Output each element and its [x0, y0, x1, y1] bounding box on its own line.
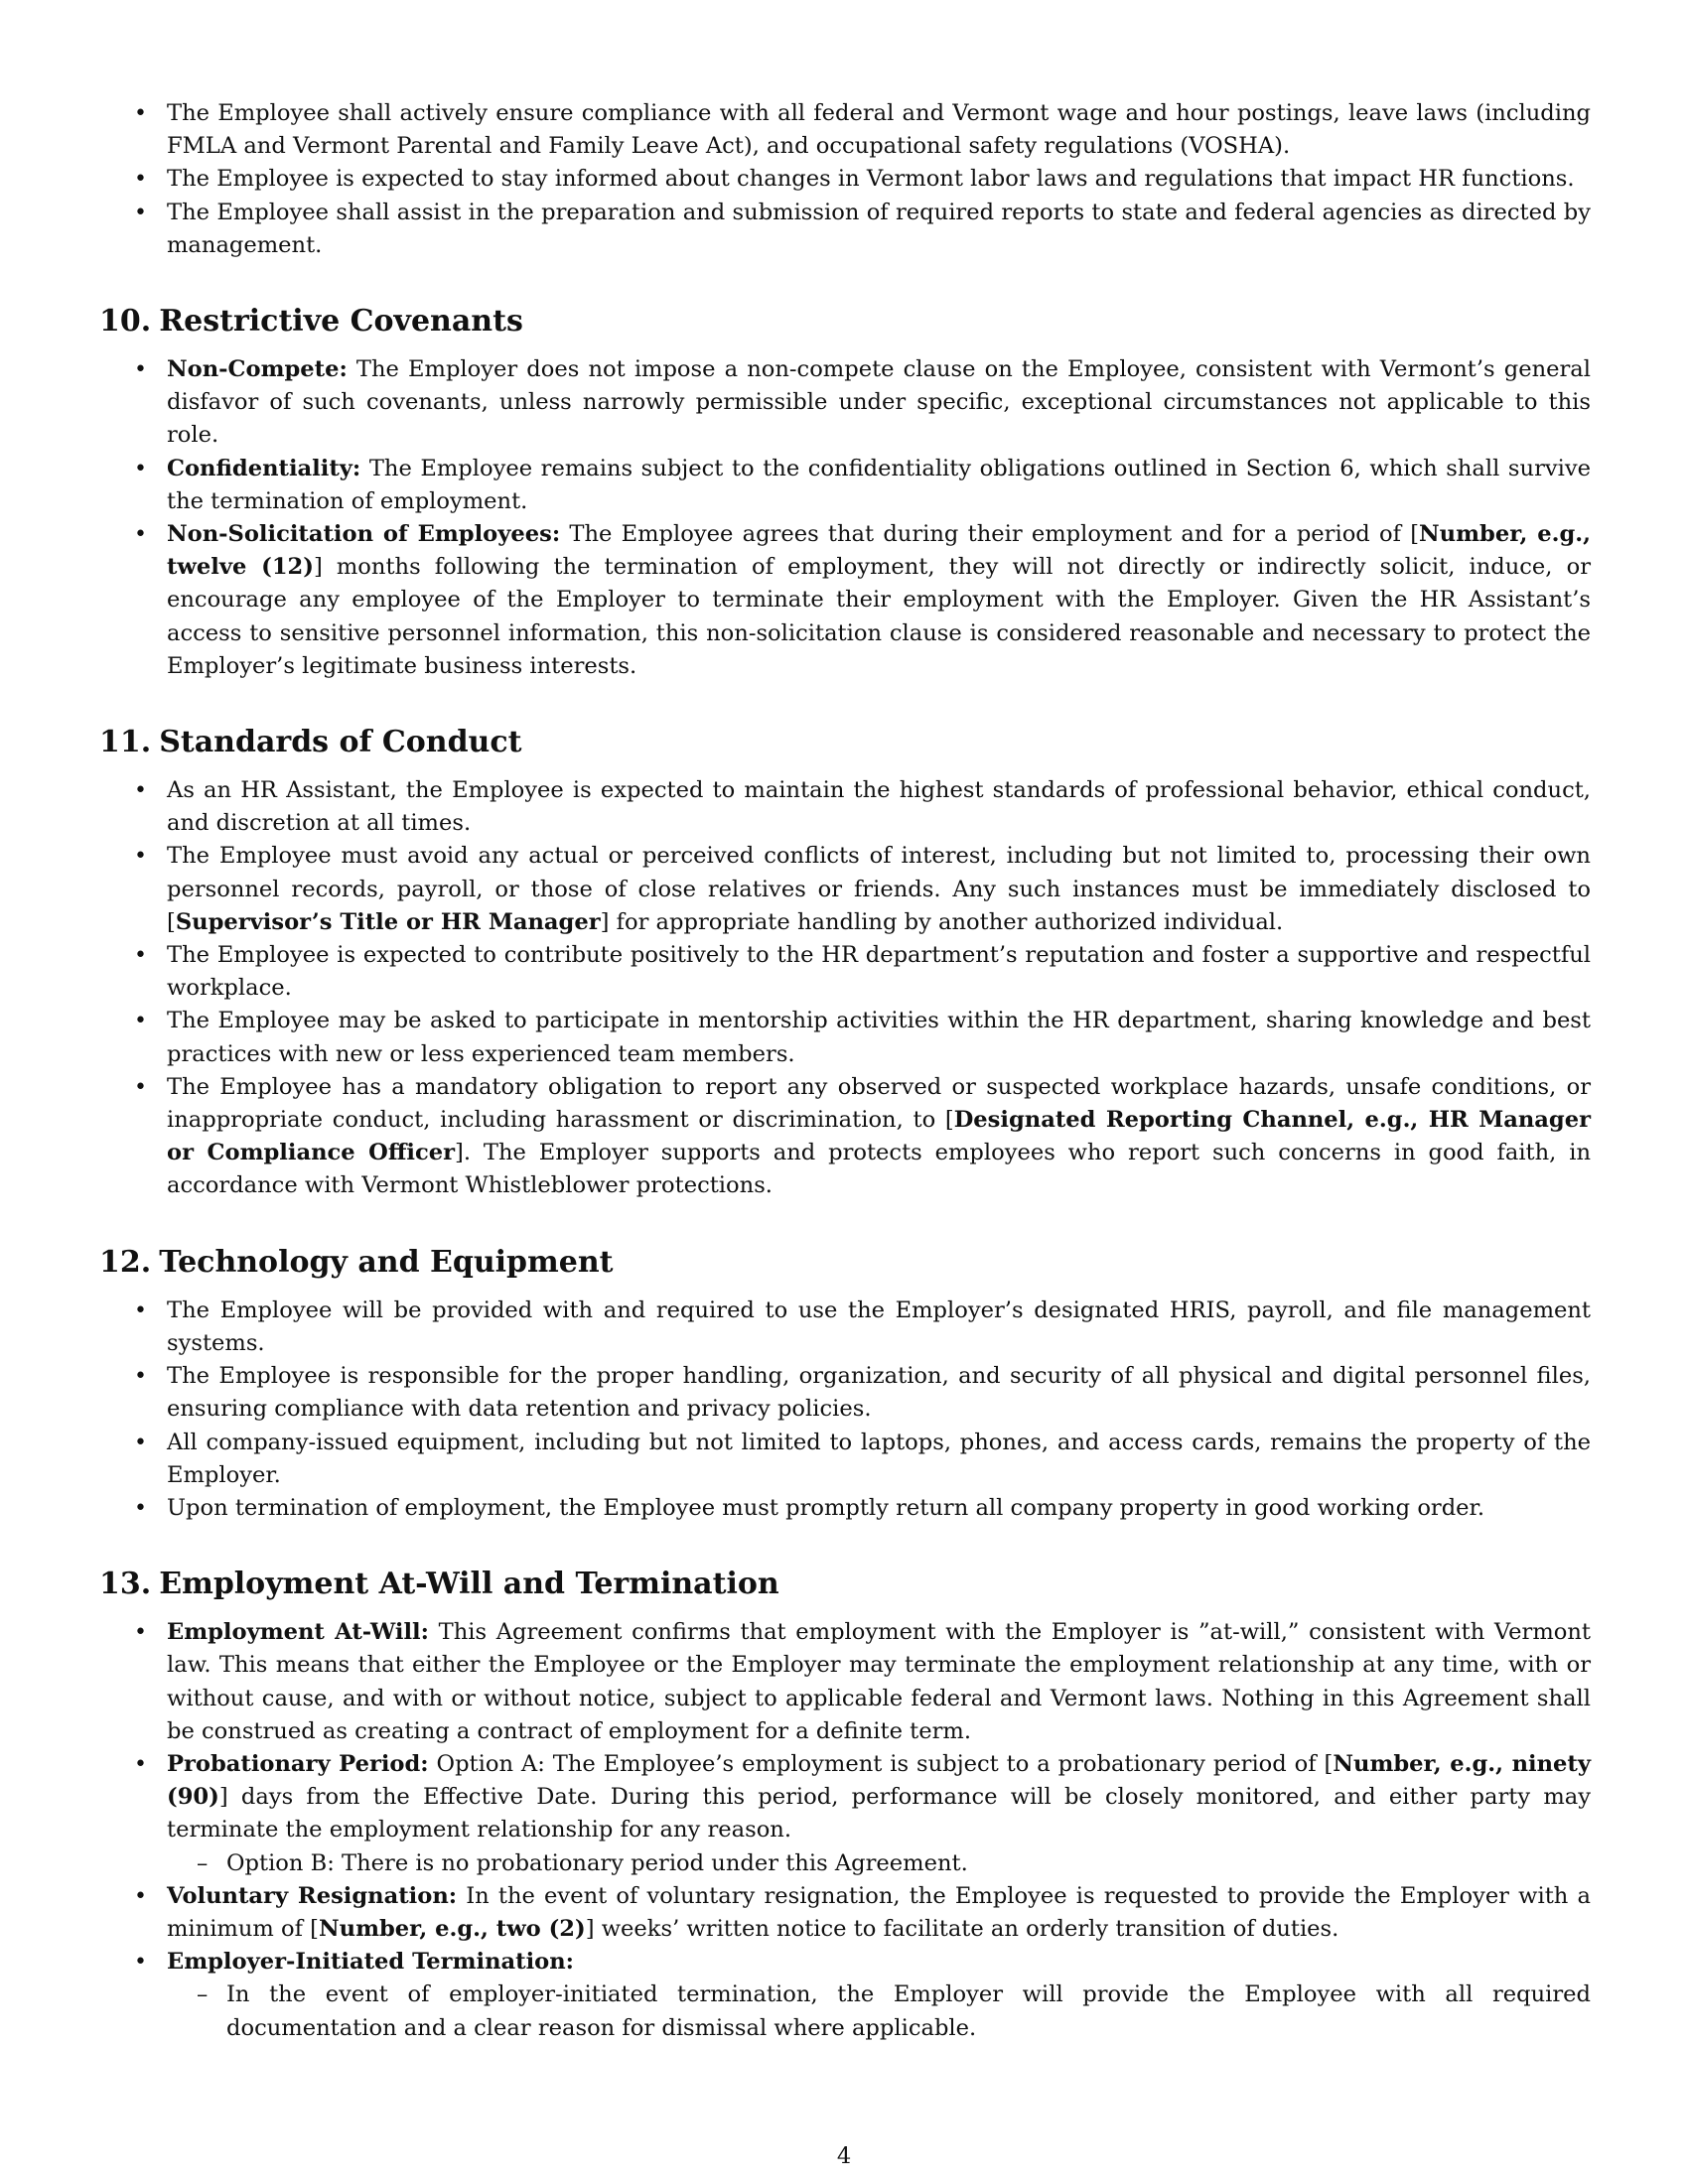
- sub-list-item: – Option B: There is no probationary period under this Agreement.: [167, 1847, 1591, 1880]
- list-item: • Upon termination of employment, the Employee must promptly return all company property in good working order.: [99, 1492, 1591, 1525]
- document-page: [99, 97, 1591, 2045]
- section-11: [99, 723, 1591, 1203]
- list-item: • The Employee shall assist in the preparation and submission of required reports to state and federal agencies as directed by management.: [99, 197, 1591, 262]
- placeholder-field: Number, e.g., two (2): [318, 1915, 586, 1942]
- list-item: • Confidentiality: The Employee remains subject to the confidentiality obligations outlined in Section 6, which shall survive the termination of employment.: [99, 453, 1591, 518]
- sub-list: [167, 1847, 1591, 1880]
- section-list: [99, 1295, 1591, 1525]
- list-item: • As an HR Assistant, the Employee is expected to maintain the highest standards of professional behavior, ethical conduct, and discretion at all times.: [99, 774, 1591, 840]
- list-item: • The Employee has a mandatory obligation to report any observed or suspected workplace hazards, unsafe conditions, or inappropriate conduct, including harassment or discrimination, to [Designated Reporting Channel, e.g., HR Manager or Compliance Officer]. The Employer supports and protects employees who report such concerns in good faith, in accordance with Vermont Whistleblower protections.: [99, 1071, 1591, 1203]
- list-item: • Non-Compete: The Employer does not impose a non-compete clause on the Employee, consistent with Vermont’s general disfavor of such covenants, unless narrowly permissible under specific, exceptional circumstances not applicable to this role.: [99, 353, 1591, 453]
- section-heading: 12. Technology and Equipment: [99, 1244, 614, 1280]
- section-list: [99, 353, 1591, 683]
- section-heading: 13. Employment At-Will and Termination: [99, 1567, 779, 1602]
- list-item: • Voluntary Resignation: In the event of voluntary resignation, the Employee is requested to provide the Employer with a minimum of [Number, e.g., two (2)] weeks’ written notice to facilitate an orderly transition of duties.: [99, 1880, 1591, 1946]
- placeholder-field: Number, e.g., ninety (90): [167, 1750, 1591, 1811]
- section-list: [99, 1616, 1591, 2045]
- section-heading: 10. Restrictive Covenants: [99, 304, 523, 340]
- section-12: [99, 1243, 1591, 1525]
- placeholder-field: Number, e.g., twelve (12): [167, 521, 1592, 581]
- sub-list-item: – In the event of employer-initiated termination, the Employer will provide the Employee with all required documentation and a clear reason for dismissal where applicable.: [167, 1979, 1591, 2044]
- section-10: [99, 302, 1591, 683]
- placeholder-field: Supervisor’s Title or HR Manager: [175, 908, 601, 935]
- sub-list: [167, 1979, 1591, 2044]
- list-item: • Non-Solicitation of Employees: The Employee agrees that during their employment and for a period of [Number, e.g., twelve (12)] months following the termination of employment, they will not directly or indirectly solicit, induce, or encourage any employee of the Employer to terminate their employment with the Employer. Given the HR Assistant’s access to sensitive personnel information, this non-solicitation clause is considered reasonable and necessary to protect the Employer’s legitimate business interests.: [99, 518, 1591, 683]
- list-item: • Probationary Period: Option A: The Employee’s employment is subject to a probationary period of [Number, e.g., ninety (90)] days from the Effective Date. During this period, performance will be closely monitored, and either party may terminate the employment relationship for any reason. – Option B: There is no probationary period under this Agreement.: [99, 1748, 1591, 1880]
- section-heading: 11. Standards of Conduct: [99, 725, 522, 760]
- intro-list: [99, 97, 1591, 262]
- list-item: • The Employee is responsible for the proper handling, organization, and security of all physical and digital personnel files, ensuring compliance with data retention and privacy policies.: [99, 1360, 1591, 1426]
- list-item: • Employment At-Will: This Agreement confirms that employment with the Employer is ”at-will,” consistent with Vermont law. This means that either the Employee or the Employer may terminate the employment relationship at any time, with or without cause, and with or without notice, subject to applicable federal and Vermont laws. Nothing in this Agreement shall be construed as creating a contract of employment for a definite term.: [99, 1616, 1591, 1748]
- placeholder-field: Designated Reporting Channel, e.g., HR Manager or Compliance Officer: [167, 1107, 1591, 1166]
- list-item: • The Employee may be asked to participate in mentorship activities within the HR department, sharing knowledge and best practices with new or less experienced team members.: [99, 1005, 1591, 1070]
- list-item: • The Employee will be provided with and required to use the Employer’s designated HRIS, payroll, and file management systems.: [99, 1295, 1591, 1360]
- section-13: [99, 1565, 1591, 2045]
- list-item: • The Employee is expected to contribute positively to the HR department’s reputation and foster a supportive and respectful workplace.: [99, 939, 1591, 1005]
- page-number: 4: [836, 2143, 852, 2169]
- list-item: • The Employee must avoid any actual or perceived conflicts of interest, including but not limited to, processing their own personnel records, payroll, or those of close relatives or friends. Any such instances must be immediately disclosed to [Supervisor’s Title or HR Manager] for appropriate handling by another authorized individual.: [99, 840, 1591, 939]
- list-item: • The Employee is expected to stay informed about changes in Vermont labor laws and regulations that impact HR functions.: [99, 163, 1591, 196]
- list-item: • Employer-Initiated Termination: – In the event of employer-initiated termination, the Employer will provide the Employee with all required documentation and a clear reason for dismissal where applicable.: [99, 1946, 1591, 2045]
- list-item: • The Employee shall actively ensure compliance with all federal and Vermont wage and hour postings, leave laws (including FMLA and Vermont Parental and Family Leave Act), and occupational safety regulations (VOSHA).: [99, 97, 1591, 163]
- list-item: • All company-issued equipment, including but not limited to laptops, phones, and access cards, remains the property of the Employer.: [99, 1427, 1591, 1492]
- section-list: [99, 774, 1591, 1203]
